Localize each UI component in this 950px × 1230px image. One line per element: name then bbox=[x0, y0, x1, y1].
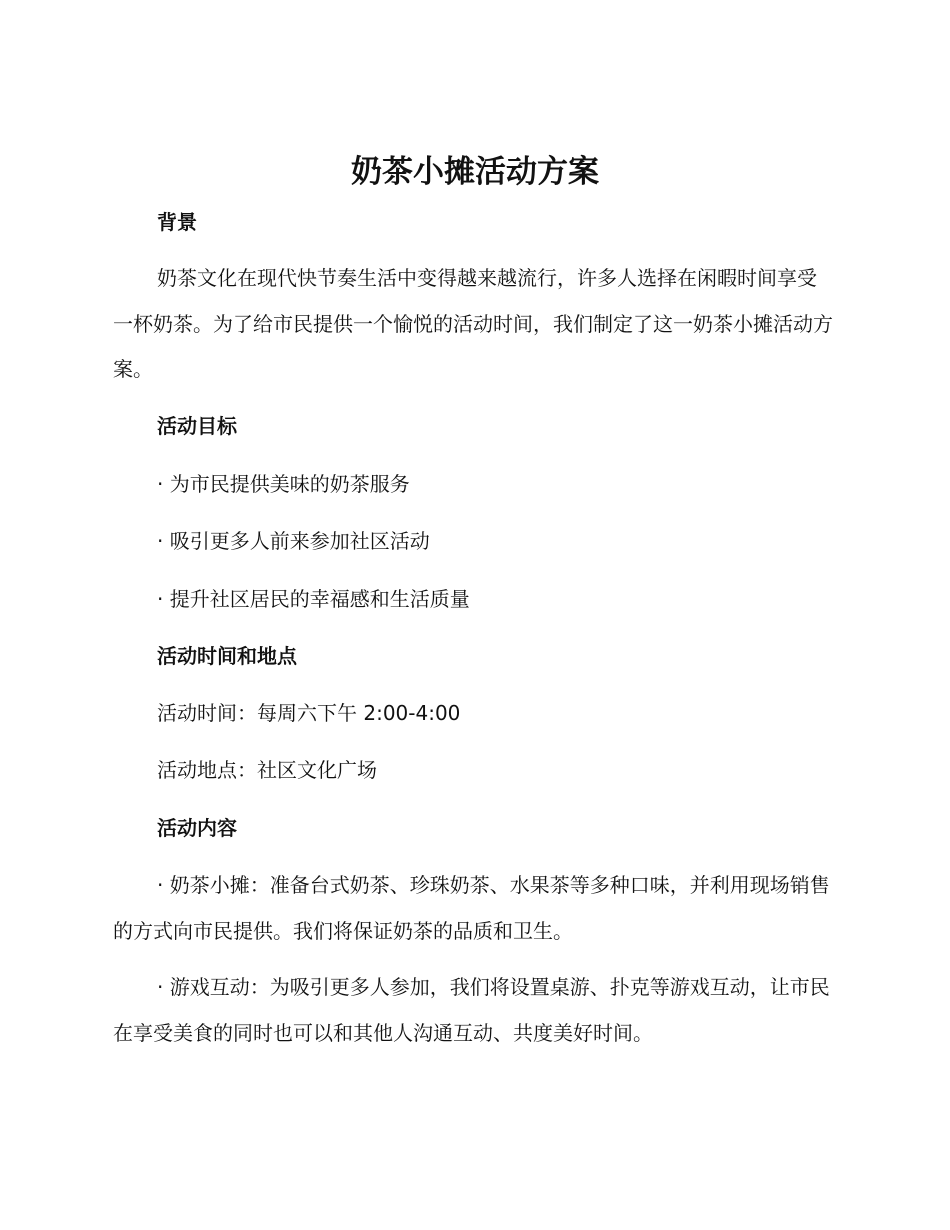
content-item: · 游戏互动：为吸引更多人参加，我们将设置桌游、扑克等游戏互动，让市民在享受美食的同时也可以和其他人沟通互动、共度美好时间。 bbox=[113, 975, 830, 1045]
content-item: · 奶茶小摊：准备台式奶茶、珍珠奶茶、水果茶等多种口味，并利用现场销售的方式向市民提供。我们将保证奶茶的品质和卫生。 bbox=[113, 873, 830, 943]
goal-item: · 为市民提供美味的奶茶服务 bbox=[157, 472, 410, 496]
activity-time: 活动时间：每周六下午 2:00-4:00 bbox=[157, 701, 461, 725]
document-title: 奶茶小摊活动方案 bbox=[351, 154, 599, 190]
section-heading-background: 背景 bbox=[157, 210, 197, 234]
goal-item: · 吸引更多人前来参加社区活动 bbox=[157, 529, 430, 553]
section-heading-goals: 活动目标 bbox=[157, 414, 237, 438]
goal-item: · 提升社区居民的幸福感和生活质量 bbox=[157, 587, 470, 611]
section-heading-time-place: 活动时间和地点 bbox=[157, 644, 297, 668]
background-paragraph: 奶茶文化在现代快节奏生活中变得越来越流行，许多人选择在闲暇时间享受一杯奶茶。为了给市民提供一个愉悦的活动时间，我们制定了这一奶茶小摊活动方案。 bbox=[113, 266, 833, 381]
activity-place: 活动地点：社区文化广场 bbox=[157, 758, 377, 782]
section-heading-content: 活动内容 bbox=[157, 816, 237, 840]
